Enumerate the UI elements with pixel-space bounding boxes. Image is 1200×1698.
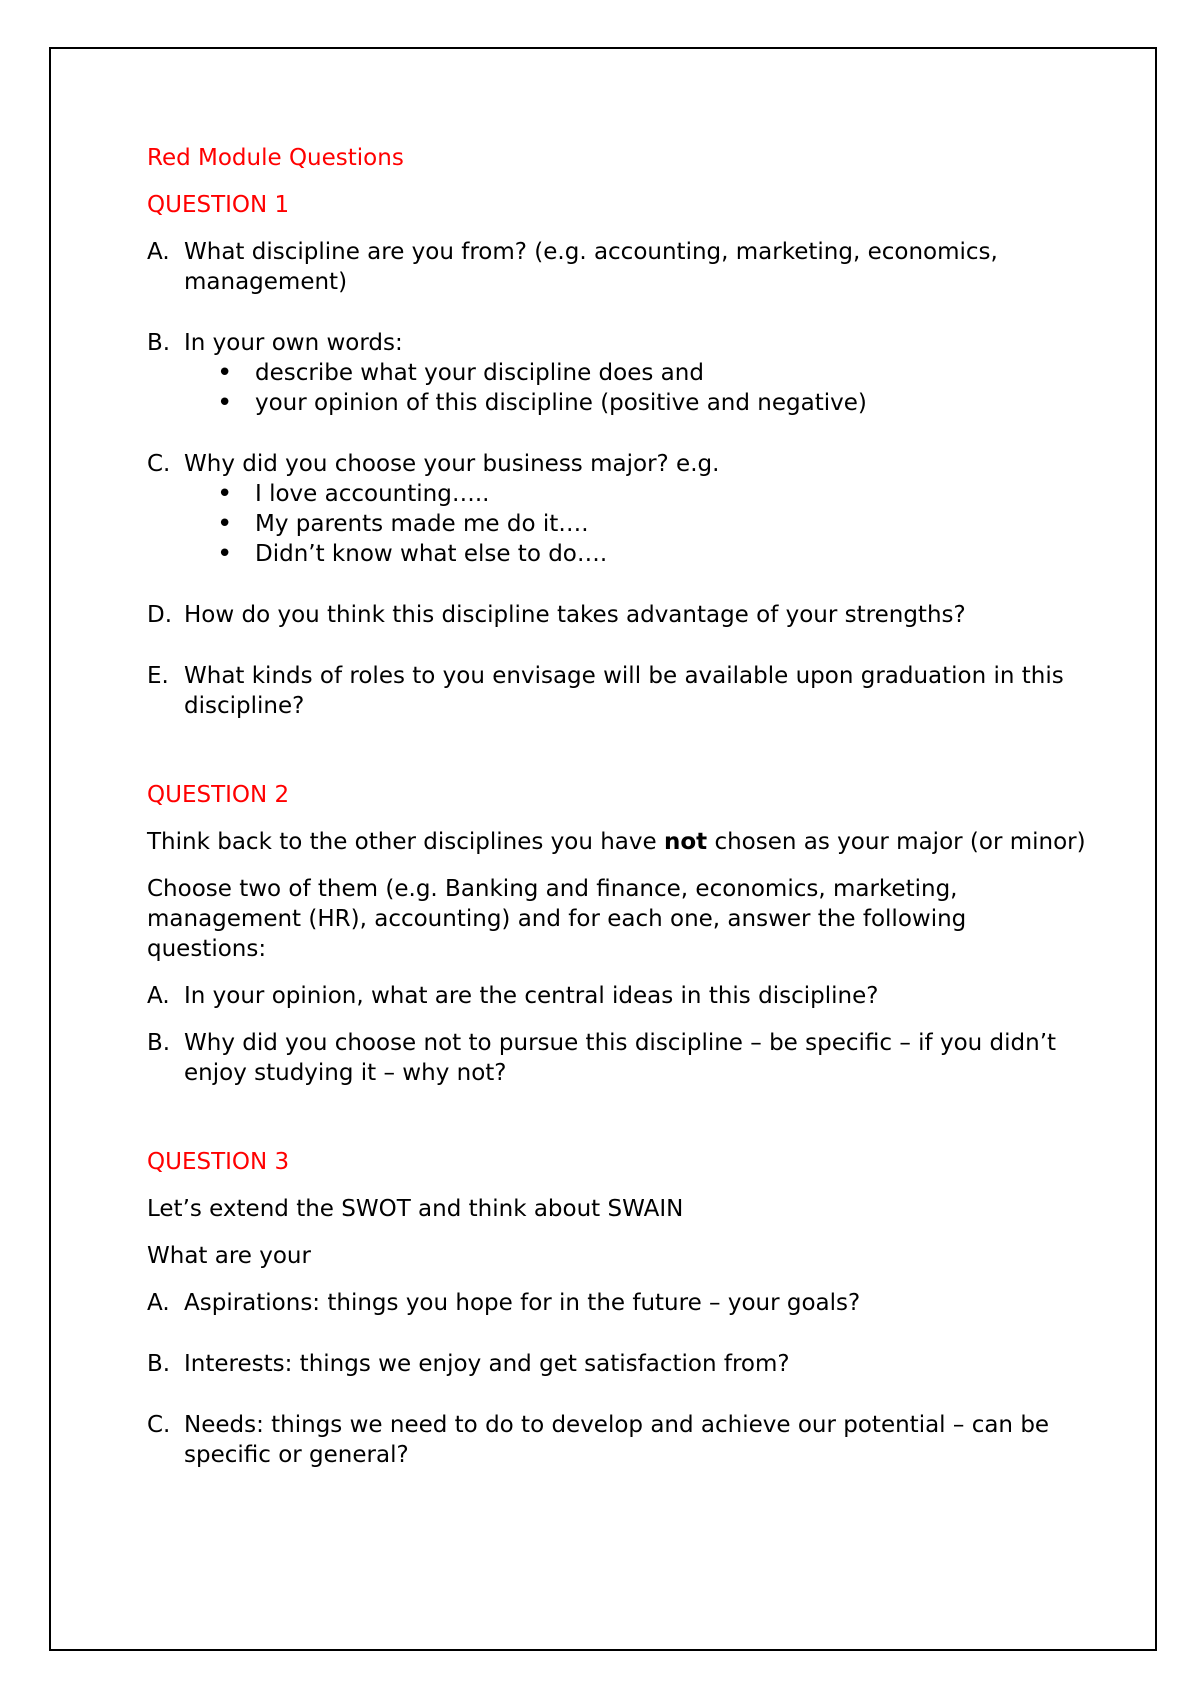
item-text: What discipline are you from? (e.g. accounting, marketing, economics, management) xyxy=(184,239,998,295)
item-text: In your own words: xyxy=(184,330,403,356)
question-3-intro: Let’s extend the SWOT and think about SWAIN xyxy=(147,1196,684,1222)
question-3-item-b xyxy=(147,1349,1087,1379)
item-letter: A. xyxy=(147,1290,170,1316)
item-letter: C. xyxy=(147,451,171,477)
bullet-item: • I love accounting….. xyxy=(217,479,1087,509)
bullet-item: • Didn’t know what else to do…. xyxy=(217,539,1087,569)
intro-text: Think back to the other disciplines you have xyxy=(147,829,664,855)
document-body xyxy=(147,143,1087,1470)
question-2-item-a xyxy=(147,981,1087,1011)
item-text: How do you think this discipline takes advantage of your strengths? xyxy=(184,602,966,628)
question-2-instructions: Choose two of them (e.g. Banking and finance, economics, marketing, management (HR), accounting) and for each one, answer the following questions: xyxy=(147,876,967,962)
document-title: Red Module Questions xyxy=(147,145,404,171)
question-1-heading: QUESTION 1 xyxy=(147,192,290,218)
item-letter: D. xyxy=(147,602,173,628)
question-1-item-d xyxy=(147,600,1087,630)
item-letter: A. xyxy=(147,239,170,265)
question-1-item-a xyxy=(147,237,1087,297)
item-text: Why did you choose your business major? e.g. xyxy=(184,451,720,477)
bullet-list xyxy=(147,358,1087,418)
question-3-heading: QUESTION 3 xyxy=(147,1149,290,1175)
emphasis-text: not xyxy=(663,829,708,855)
item-letter: B. xyxy=(147,1351,171,1377)
item-letter: A. xyxy=(147,983,170,1009)
question-3-item-a xyxy=(147,1288,1087,1318)
question-3-item-c xyxy=(147,1410,1087,1470)
bullet-list xyxy=(147,479,1087,569)
bullet-item: • describe what your discipline does and xyxy=(217,358,1087,388)
question-1-item-c xyxy=(147,449,1087,479)
question-2-heading: QUESTION 2 xyxy=(147,782,290,808)
bullet-item: • your opinion of this discipline (positive and negative) xyxy=(217,388,1087,418)
question-2-item-b xyxy=(147,1028,1087,1088)
item-text: Aspirations: things you hope for in the future – your goals? xyxy=(184,1290,861,1316)
question-1-item-e xyxy=(147,661,1087,721)
intro-text: chosen as your major (or minor) xyxy=(707,829,1086,855)
question-2-intro xyxy=(147,827,1087,857)
item-letter: C. xyxy=(147,1412,171,1438)
question-3-prompt: What are your xyxy=(147,1243,311,1269)
item-letter: B. xyxy=(147,1030,171,1056)
item-text: What kinds of roles to you envisage will be available upon graduation in this discipline? xyxy=(184,663,1064,719)
bullet-item: • My parents made me do it…. xyxy=(217,509,1087,539)
question-1-item-b xyxy=(147,328,1087,358)
item-text: Needs: things we need to do to develop and achieve our potential – can be specific or general? xyxy=(184,1412,1050,1468)
item-text: Interests: things we enjoy and get satisfaction from? xyxy=(184,1351,790,1377)
item-letter: E. xyxy=(147,663,169,689)
item-text: In your opinion, what are the central ideas in this discipline? xyxy=(184,983,879,1009)
item-text: Why did you choose not to pursue this discipline – be specific – if you didn’t enjoy studying it – why not? xyxy=(184,1030,1057,1086)
item-letter: B. xyxy=(147,330,171,356)
